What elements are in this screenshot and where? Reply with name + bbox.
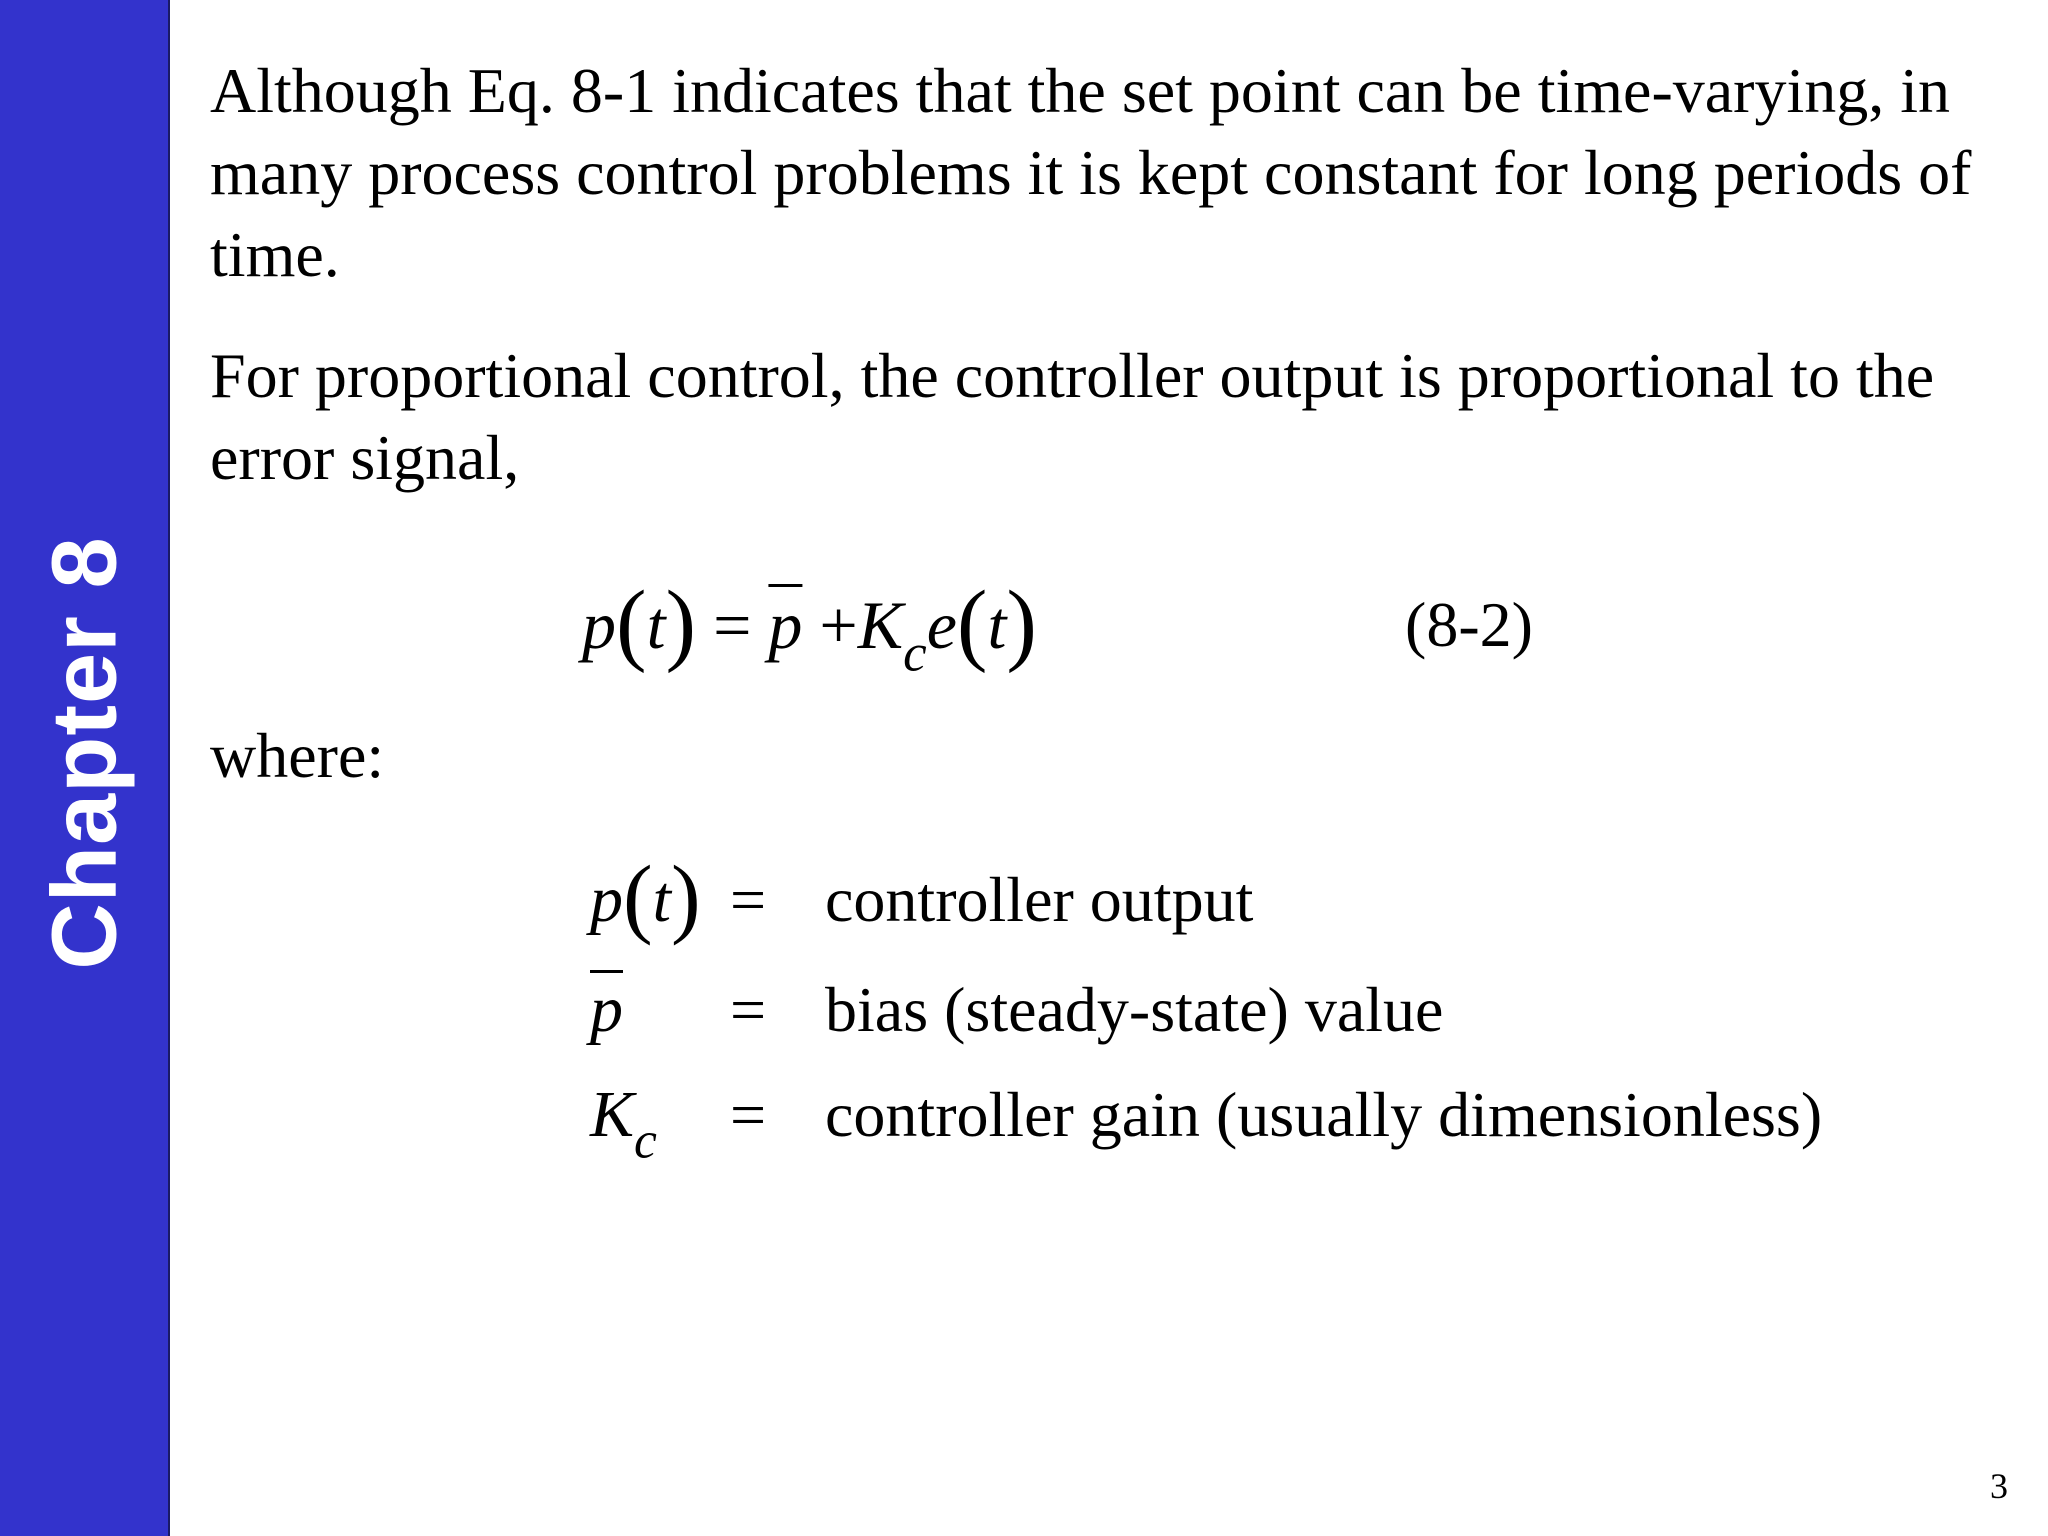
paragraph-setpoint: Although Eq. 8-1 indicates that the set point can be time-varying, in many process control problems it is kept constant for long periods of time. [210,55,1972,290]
definition-bias [590,965,1990,1065]
paragraph-where: where: [210,720,385,791]
definition-controller-output [590,848,1990,955]
def-symbol: $K_c$ [590,1078,657,1170]
eq-error-symbol: e [926,587,957,663]
eq-bias-symbol: $\overline{p}$ [768,587,803,663]
eq-lhs-symbol: p [582,587,616,663]
chapter-sidebar [0,0,170,1536]
equation-8-2: $p(t) = \overline{p} +K_ce(t)$ [582,571,1037,683]
def-equals: = [730,864,767,935]
def-text: controller gain (usually dimensionless) [825,1079,1823,1150]
eq-error-argument: t [987,587,1007,663]
eq-gain-symbol: K [857,587,904,663]
eq-lhs-argument: t [646,587,666,663]
page-number: 3 [1990,1466,2008,1506]
eq-equals: = [713,587,752,663]
equation-number: (8-2) [1405,589,1533,660]
def-equals: = [730,974,767,1045]
eq-gain-subscript: c [903,624,927,683]
chapter-label: Chapter 8 [33,536,136,970]
eq-plus: + [819,587,858,663]
def-text: bias (steady-state) value [825,974,1444,1045]
def-symbol: p(t) [590,848,701,947]
def-symbol: $\overline{p}$ [590,973,623,1046]
paragraph-proportional-control: For proportional control, the controller output is proportional to the error signal, [210,340,1935,493]
def-equals: = [730,1079,767,1150]
def-text: controller output [825,864,1254,935]
definition-controller-gain [590,1070,1990,1170]
